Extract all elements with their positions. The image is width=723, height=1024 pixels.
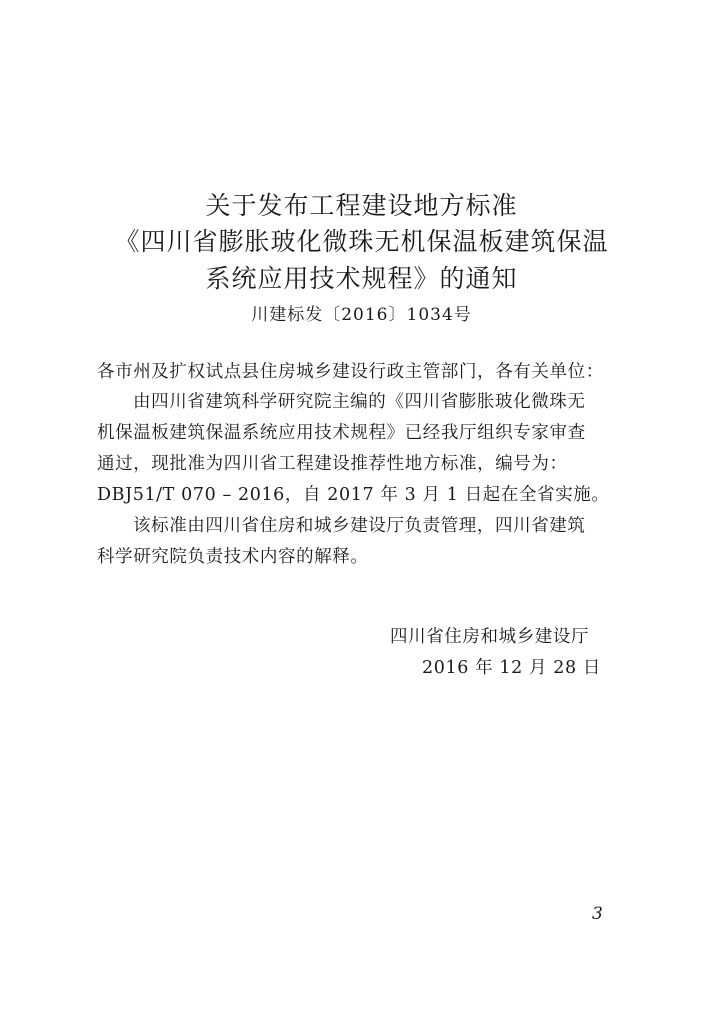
issue-date: 2016 年 12 月 28 日 [422,658,601,678]
title-line-1: 关于发布工程建设地方标准 [205,191,518,220]
salutation: 各市州及扩权试点县住房城乡建设行政主管部门，各有关单位： [97,362,604,382]
document-number: 川建标发〔2016〕1034号 [251,305,472,325]
title-line-2: 《四川省膨胀玻化微珠无机保温板建筑保温 [114,227,609,256]
page-number: 3 [592,904,603,924]
paragraph-1-line-3: 通过，现批准为四川省工程建设推荐性地方标准，编号为： [97,454,568,474]
paragraph-2-line-2: 科学研究院负责技术内容的解释。 [97,547,369,567]
issuing-authority: 四川省住房和城乡建设厅 [390,627,590,647]
paragraph-1-line-1: 由四川省建筑科学研究院主编的《四川省膨胀玻化微珠无 [133,392,586,412]
paragraph-2-line-1: 该标准由四川省住房和城乡建设厅负责管理，四川省建筑 [133,516,586,536]
paragraph-1-line-2: 机保温板建筑保温系统应用技术规程》已经我厅组织专家审查 [97,423,586,443]
paragraph-1-line-4: DBJ51/T 070 – 2016，自 2017 年 3 月 1 日起在全省实施。 [97,485,610,505]
title-line-3: 系统应用技术规程》的通知 [205,264,518,293]
